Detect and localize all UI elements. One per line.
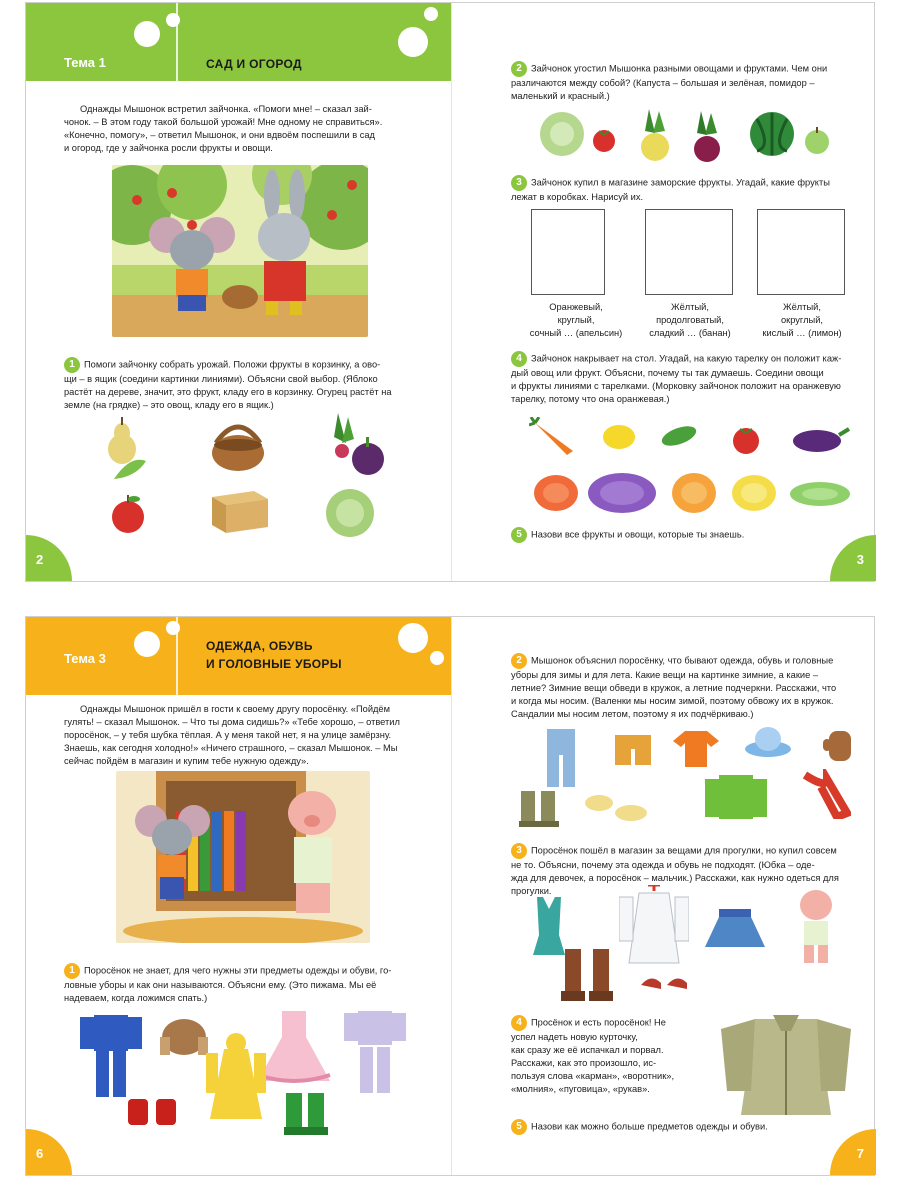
task-line: Поросёнок не знает, для чего нужны эти предметы одежды и обуви, го- [84,965,392,976]
turnip-icon [635,109,675,165]
task-line: и фрукты линиями с тарелками. (Морковку зайчонок положит на оранжевую [511,381,841,391]
sandals-icon[interactable] [581,789,651,825]
task-line: щи – в ящик (соедини картинки линиями). Объясни свой выбор. (Яблоко [64,374,378,384]
radish-beet-icon[interactable] [326,413,386,477]
task-number-badge: 5 [511,1119,527,1135]
decor-dot [166,13,180,27]
task-line: успел надеть новую курточку, [511,1032,638,1042]
jacket-icon [721,1011,851,1121]
scarf-icon[interactable] [801,769,851,819]
intro-line: поросёнок, – у тебя шубка тёплая. А у меня такой нет, я на улице замёрзну. [64,730,392,740]
theme-header [26,617,451,695]
caption-line: Жёлтый, [671,302,709,312]
task-line: «молния», «пуговица», «рукав». [511,1084,650,1094]
cabbage-icon[interactable] [322,483,378,539]
task-number-badge: 3 [511,175,527,191]
task-4 [511,1015,711,1096]
task-line: прогулки. [511,886,552,896]
piglet-icon [791,887,841,967]
task-line: и когда мы носим. (Валенки мы носим зимой, поэтому обвожу их в кружок. [511,696,834,706]
task-number-badge: 1 [64,963,80,979]
sweater-icon[interactable] [703,771,769,825]
task-number-badge: 2 [511,653,527,669]
page-3 [451,3,876,581]
box-caption [635,301,745,340]
decor-dot [134,21,160,47]
task-line: Расскажи, как это произошло, ис- [511,1058,657,1068]
task-line: земле (на грядке) – это овощ, кладу его в ящик.) [64,400,274,410]
overalls-icon[interactable] [537,725,585,791]
theme-title-line: И ГОЛОВНЫЕ УБОРЫ [206,657,342,671]
intro-line: гулять! – сказал Мышонок. – Что ты дома сидишь?» «Тебе хорошо, – ответил [64,717,400,727]
theme-label: Тема 1 [64,55,106,70]
task-line: тарелку, потому что она оранжевая.) [511,394,670,404]
orange-plate-icon[interactable] [671,471,717,515]
spread-1 [25,2,875,582]
dress-icon[interactable] [254,1005,334,1085]
shorts-icon[interactable] [611,733,655,767]
task-number-badge: 5 [511,527,527,543]
page-7 [451,617,876,1175]
drawing-box[interactable] [531,209,605,295]
task-line: лежат в коробках. Нарисуй их. [511,192,644,202]
leather-boots-icon[interactable] [557,947,621,1003]
mittens-icon[interactable] [823,725,857,765]
decor-dot [424,7,438,21]
box-caption [747,301,857,340]
drawing-box[interactable] [757,209,845,295]
tomato-icon [591,127,617,153]
task-line: Сандалии мы носим летом, поэтому я их подчёркиваю.) [511,709,754,719]
task-line: дый овощ или фрукт. Объясни, почему ты так думаешь. Соедини овощи [511,368,824,378]
caption-line: продолговатый, [656,315,724,325]
green-plate-icon[interactable] [789,479,851,509]
task-line: ловные уборы и как они называются. Объясни ему. (Это пижама. Мы её [64,980,377,990]
tomato-icon[interactable] [729,423,763,455]
task-line: Зайчонок накрывает на стол. Угадай, на какую тарелку он положит каж- [531,353,842,364]
page-number: 3 [856,552,864,567]
theme-title-line: ОДЕЖДА, ОБУВЬ [206,639,313,653]
task-5 [511,1119,867,1135]
pajamas-icon[interactable] [342,1007,408,1097]
intro-line: Однажды Мышонок пришёл в гости к своему другу поросёнку. «Пойдём [80,704,390,714]
task-4 [511,351,867,406]
task-line: жда для девочек, а поросёнок – мальчик.) Расскажи, как нужно одеться для [511,873,839,883]
decor-dot [430,651,444,665]
caption-line: сладкий … (банан) [649,328,731,338]
task-3 [511,175,867,204]
intro-line: сейчас пойдём в магазин и купим тебе нужную одежду». [64,756,309,766]
intro-text [64,103,424,155]
cucumber-icon[interactable] [659,423,699,449]
gloves-icon[interactable] [124,1089,182,1129]
task-line: Мышонок объяснил поросёнку, что бывают одежда, обувь и головные [531,655,834,666]
page-6 [26,617,451,1175]
rubber-boots-icon[interactable] [282,1091,332,1137]
task-1 [64,963,432,1005]
lemon-icon[interactable] [601,421,637,451]
task-5 [511,527,867,543]
caption-line: круглый, [557,315,595,325]
garden-illustration [112,165,368,337]
crate-icon[interactable] [206,483,272,537]
task-line: как сразу же её испачкал и порвал. [511,1045,664,1055]
task-line: Зайчонок купил в магазине заморские фрукты. Угадай, какие фрукты [531,177,830,188]
pea-pod-icon[interactable] [110,455,150,485]
basket-icon[interactable] [208,417,268,473]
tracksuit-icon[interactable] [76,1011,146,1101]
decor-dot [398,27,428,57]
caption-line: Оранжевый, [549,302,603,312]
felt-boots-icon[interactable] [517,789,563,829]
caption-line: сочный … (апельсин) [529,328,623,338]
page-number: 7 [856,1146,864,1161]
cabbage-icon [537,107,587,157]
page-2 [26,3,451,581]
intro-line: Знаешь, как сегодня холодно!» «Ничего страшного, – сказал Мышонок. – Мы [64,743,398,753]
task-line: не то. Объясни, почему эта одежда и обувь не подходят. (Юбка – оде- [511,860,815,870]
decor-dot [134,631,160,657]
task-line: Помоги зайчонку собрать урожай. Положи фрукты в корзинку, а ово- [84,359,381,370]
skirt-icon[interactable] [703,907,767,949]
wardrobe-illustration [116,771,370,943]
panama-hat-icon[interactable] [743,725,793,759]
raincoat-icon[interactable] [206,1033,266,1123]
fur-hat-icon[interactable] [156,1015,212,1059]
task-line: Поросёнок пошёл в магазин за вещами для прогулки, но купил совсем [531,845,837,856]
page-number-badge [26,1129,72,1175]
eggplant-icon[interactable] [791,423,851,455]
task-2 [511,61,867,103]
theme-title: САД И ОГОРОД [206,57,302,71]
page-number: 2 [36,552,44,567]
tshirt-icon[interactable] [671,729,721,769]
task-line: Назови все фрукты и овощи, которые ты знаешь. [531,529,745,540]
caption-line: округлый, [780,315,824,325]
theme-header [26,3,451,81]
decor-dot [398,623,428,653]
intro-line: и огород, где у зайчонка росли фрукты и овощи. [64,143,273,153]
carrot-icon[interactable] [529,417,579,457]
task-line: Зайчонок угостил Мышонка разными овощами и фруктами. Чем они [531,63,828,74]
apple-icon [803,127,831,155]
heeled-shoes-icon[interactable] [639,967,689,991]
caption-line: кислый … (лимон) [762,328,842,338]
watermelon-icon [747,107,797,157]
page-number-badge [830,1129,876,1175]
beet-icon [687,111,727,167]
task-line: Назови как можно больше предметов одежды и обуви. [531,1121,768,1132]
task-number-badge: 4 [511,1015,527,1031]
orange-red-plate-icon[interactable] [533,473,579,513]
page-number-badge [26,535,72,581]
caption-line: Жёлтый, [783,302,821,312]
task-line: растёт на дереве, значит, это фрукт, кладу его в корзинку. Огурец растёт на [64,387,392,397]
theme-label: Тема 3 [64,651,106,666]
doctor-coat-icon[interactable] [619,885,689,965]
drawing-box[interactable] [645,209,733,295]
page-number: 6 [36,1146,44,1161]
task-line: пользуя слова «карман», «воротник», [511,1071,675,1081]
intro-text [64,703,432,768]
task-line: Просёнок и есть поросёнок! Не [531,1017,666,1028]
task-line: летние? Зимние вещи обведи в кружок, а летние подчеркни. Расскажи, что [511,683,837,693]
spread-2 [25,616,875,1176]
task-line: надеваем, когда ложимся спать.) [64,993,208,1003]
purple-plate-icon[interactable] [587,471,657,515]
task-1 [64,357,432,412]
task-2 [511,653,867,721]
task-line: маленький и красный.) [511,91,610,101]
task-number-badge: 3 [511,843,527,859]
apple-icon[interactable] [108,491,148,535]
task-line: уборы для зимы и для лета. Какие вещи на картинке зимние, а какие – [511,670,819,680]
intro-line: Однажды Мышонок встретил зайчонка. «Помоги мне! – сказал зай- [80,104,372,114]
yellow-plate-icon[interactable] [731,473,777,513]
task-number-badge: 1 [64,357,80,373]
task-line: различаются между собой? (Капуста – большая и зелёная, помидор – [511,78,815,88]
box-caption [521,301,631,340]
decor-dot [166,621,180,635]
task-number-badge: 2 [511,61,527,77]
task-number-badge: 4 [511,351,527,367]
intro-line: «Конечно, помогу», – ответил Мышонок, и они вдвоём поспешили в сад [64,130,375,140]
intro-line: чонок. – В этом году такой большой урожай! Мне одному не справиться». [64,117,383,127]
